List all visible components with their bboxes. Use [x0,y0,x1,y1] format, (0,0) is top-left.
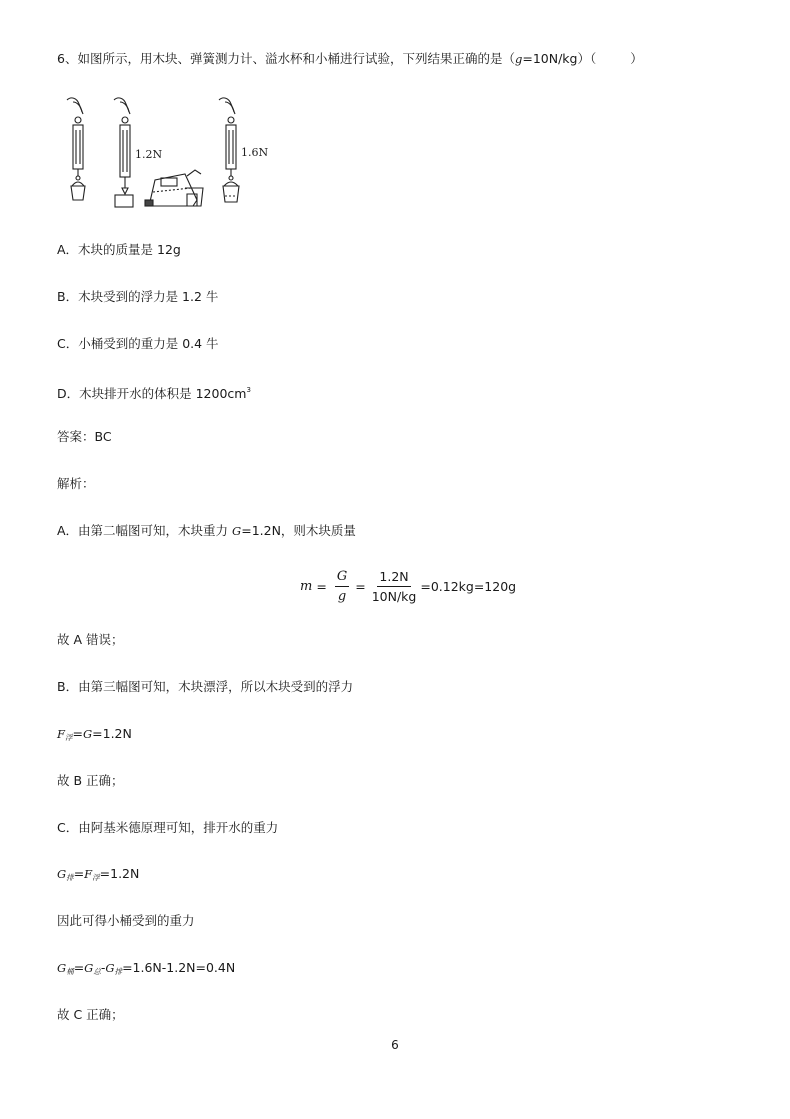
analysis-a-text-1: A．由第二幅图可知，木块重力 [57,523,233,538]
question-text: 6、如图所示，用木块、弹簧测力计、溢水杯和小桶进行试验，下列结果正确的是（ [57,51,515,66]
c2-G2: G [84,961,94,975]
figure-label-1: 1.2N [135,148,163,161]
c2-G2-sub: 总 [93,967,101,976]
analysis-c-line: C．由阿基米德原理可知，排开水的重力 [57,820,279,835]
option-c: C．小桶受到的重力是 0.4 牛 [57,336,219,351]
c2-minus: - [100,960,106,975]
c2-eq: = [73,960,85,975]
analysis-a-text-2: =1.2N，则木块质量 [241,523,356,538]
answer: 答案：BC [57,429,112,444]
option-d-text: D．木块排开水的体积是 1200cm [57,386,247,401]
analysis-a-conclusion: 故 A 错误； [57,632,124,647]
mass-formula [300,565,516,607]
b-val: =1.2N [92,726,132,741]
formula-eq1: = [316,578,327,594]
analysis-c-conclusion: 故 C 正确； [57,1007,124,1022]
formula-frac1-num: G [335,569,349,587]
c-val: =1.2N [99,866,140,881]
g-value: =10N/kg）（ [522,51,597,66]
formula-frac2-den: 10N/kg [371,588,417,604]
overflow-cup [145,170,203,206]
b-G: G [82,727,93,741]
spring-scale-3 [219,98,239,202]
analysis-b-equation [57,726,132,746]
c2-G3: G [105,961,115,975]
experiment-figure [57,92,287,212]
formula-frac-1 [335,569,349,604]
b-eq: = [72,726,83,741]
analysis-b-line: B．由第三幅图可知，木块漂浮，所以木块受到的浮力 [57,679,354,694]
formula-eq2: = [355,578,366,594]
c-eq: = [73,866,85,881]
analysis-title: 解析： [57,476,95,491]
formula-frac2-num: 1.2N [377,569,410,587]
analysis-c-equation-2 [57,960,235,980]
page-number: 6 [391,1038,399,1052]
option-d-sup: 3 [246,386,251,394]
formula-frac1-den: g [337,588,347,604]
c-F-sub: 浮 [92,873,100,882]
formula-frac-2 [372,569,417,604]
c2-G: G [57,961,67,975]
c2-G3-sub: 排 [114,967,123,976]
analysis-b-conclusion: 故 B 正确； [57,773,124,788]
c2-val: =1.6N-1.2N=0.4N [122,960,236,975]
analysis-a-line [57,523,356,539]
spring-scale-2 [114,98,133,207]
paren-close: ） [630,51,643,66]
option-a: A．木块的质量是 12g [57,242,181,257]
g-symbol: g [514,52,523,66]
spring-scale-1 [67,98,85,200]
formula-tail: =0.12kg=120g [420,578,517,594]
option-d [57,382,251,402]
b-F-sub: 浮 [64,733,73,742]
c-F: F [84,867,93,881]
formula-lhs: m [300,578,313,594]
question-stem [57,51,643,67]
analysis-a-G: G [232,524,242,538]
analysis-c-equation [57,866,139,886]
figure-label-2: 1.6N [241,146,269,159]
c2-G-sub: 桶 [66,967,74,976]
c-G-sub: 排 [66,873,74,882]
b-F: F [57,727,65,741]
option-b: B．木块受到的浮力是 1.2 牛 [57,289,219,304]
c-G: G [57,867,67,881]
analysis-c-line-2: 因此可得小桶受到的重力 [57,913,195,928]
